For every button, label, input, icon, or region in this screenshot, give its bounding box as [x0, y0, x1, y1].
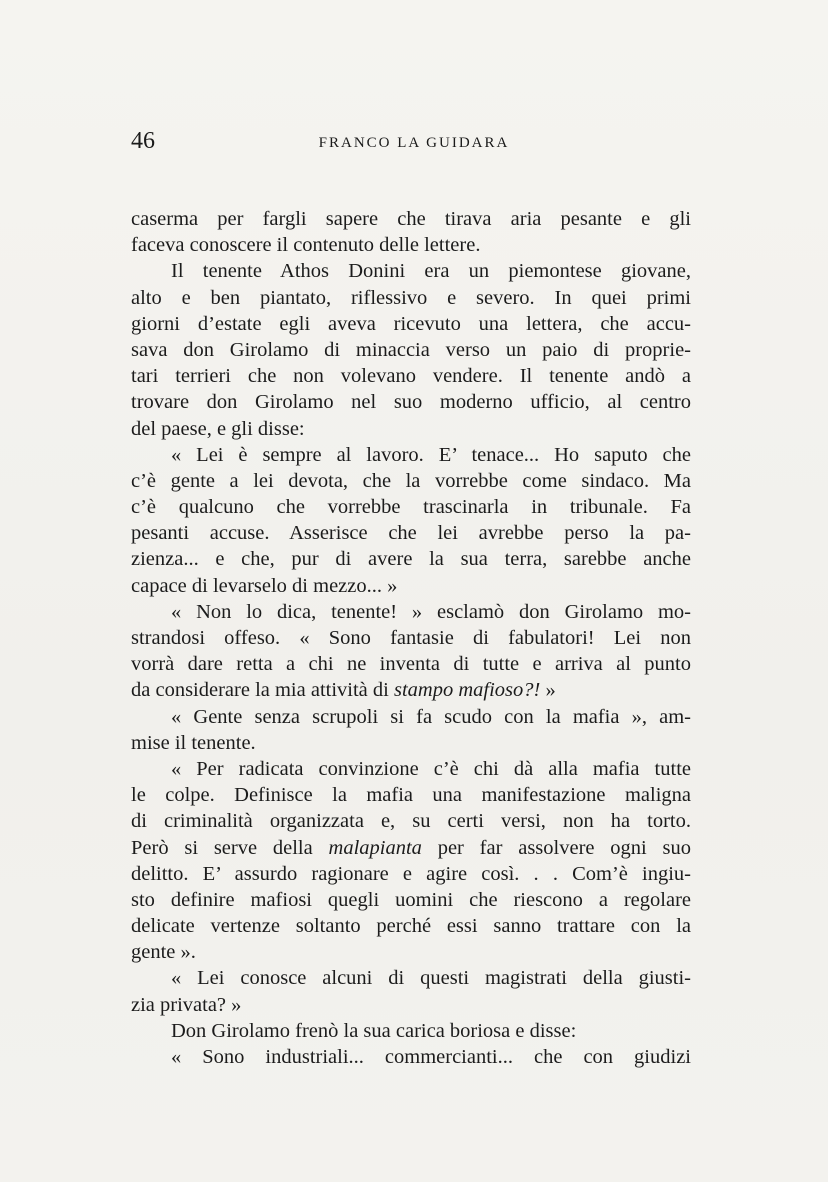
text-line: delitto. E’ assurdo ragionare e agire così. . . Com’è ingiu-	[131, 862, 691, 885]
italic-phrase: malapianta	[328, 836, 422, 859]
text-line: c’è gente a lei devota, che la vorrebbe come sindaco. Ma	[131, 469, 691, 492]
text-line: « Lei conosce alcuni di questi magistrati della giusti-	[171, 967, 691, 990]
text-line: faceva conoscere il contenuto delle lettere.	[131, 234, 481, 257]
text-line: c’è qualcuno che vorrebbe trascinarla in tribunale. Fa	[131, 496, 691, 519]
text-line: alto e ben piantato, riflessivo e severo. In quei primi	[131, 286, 691, 309]
text-line: zia privata? »	[131, 993, 242, 1016]
text-segment: per far assolvere ogni suo	[421, 836, 691, 859]
text-line: gente ».	[131, 941, 196, 964]
text-line: capace di levarselo di mezzo... »	[131, 574, 398, 597]
text-line: vorrà dare retta a chi ne inventa di tutte e arriva al punto	[131, 653, 691, 676]
text-line	[131, 835, 691, 861]
text-line: « Non lo dica, tenente! » esclamò don Girolamo mo-	[171, 600, 691, 623]
text-line: le colpe. Definisce la mafia una manifestazione maligna	[131, 784, 691, 807]
text-line: giorni d’estate egli aveva ricevuto una lettera, che accu-	[131, 312, 691, 335]
text-line: tari terrieri che non volevano vendere. Il tenente andò a	[131, 365, 691, 388]
text-line: caserma per fargli sapere che tirava aria pesante e gli	[131, 208, 691, 230]
text-line: trovare don Girolamo nel suo moderno ufficio, al centro	[131, 391, 691, 414]
page-number: 46	[131, 128, 155, 154]
text-line: Il tenente Athos Donini era un piemontese giovane,	[171, 260, 691, 283]
text-segment: Però si serve della	[131, 836, 329, 859]
text-line: « Gente senza scrupoli si fa scudo con la mafia », am-	[171, 705, 691, 728]
text-line: « Per radicata convinzione c’è chi dà alla mafia tutte	[171, 757, 691, 780]
text-segment: »	[540, 679, 556, 702]
running-head: FRANCO LA GUIDARA	[318, 135, 510, 151]
text-line: sto definire mafiosi quegli uomini che riescono a regolare	[131, 888, 691, 911]
italic-phrase: stampo mafioso?!	[393, 679, 541, 702]
text-line: del paese, e gli disse:	[131, 417, 305, 440]
text-line: pesanti accuse. Asserisce che lei avrebbe perso la pa-	[131, 522, 691, 545]
text-line: zienza... e che, pur di avere la sua terra, sarebbe anche	[131, 548, 691, 571]
text-segment: da considerare la mia attività di	[131, 679, 394, 702]
text-line: mise il tenente.	[131, 731, 256, 754]
body-text	[131, 206, 691, 1070]
text-line: strandosi offeso. « Sono fantasie di fabulatori! Lei non	[131, 627, 691, 649]
text-line	[131, 677, 691, 703]
text-line: sava don Girolamo di minaccia verso un paio di proprie-	[131, 338, 691, 361]
text-line: « Sono industriali... commercianti... che con giudizi	[171, 1046, 691, 1068]
text-line: « Lei è sempre al lavoro. E’ tenace... Ho saputo che	[171, 443, 691, 466]
text-line: delicate vertenze soltanto perché essi sanno trattare con la	[131, 915, 691, 938]
text-line: di criminalità organizzata e, su certi versi, non ha torto.	[131, 810, 691, 833]
text-line: Don Girolamo frenò la sua carica boriosa e disse:	[171, 1019, 577, 1042]
